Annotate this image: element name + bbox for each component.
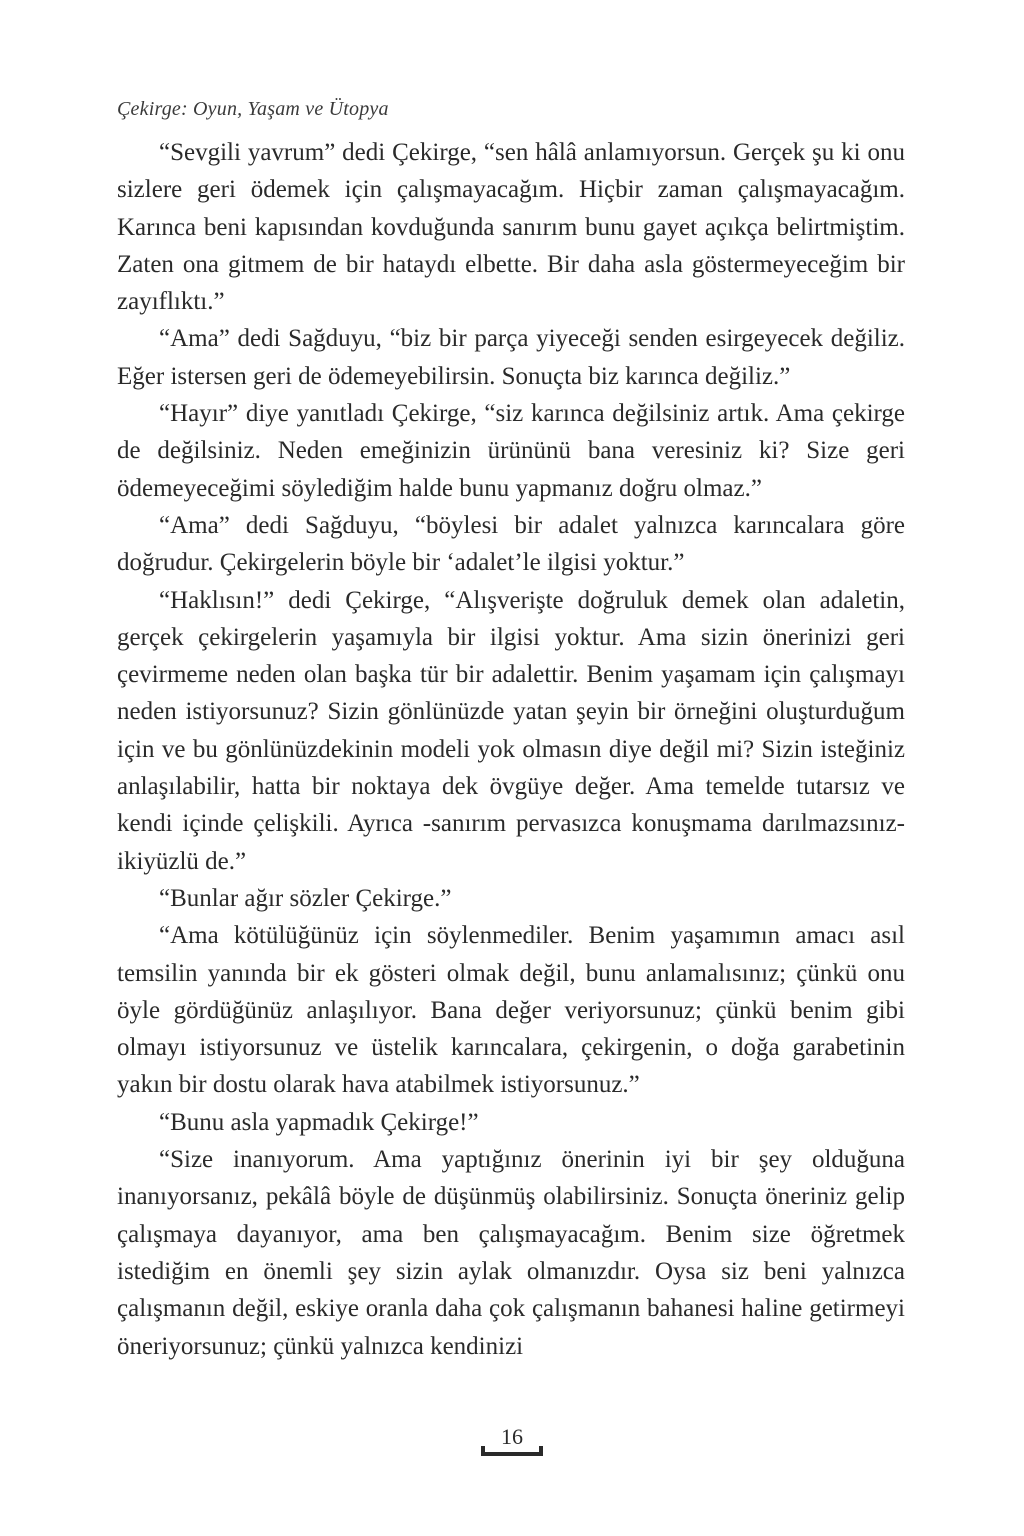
body-text — [117, 134, 905, 1365]
page-number-underline — [481, 1452, 543, 1456]
paragraph-3: “Hayır” diye yanıtladı Çekirge, “siz karınca değilsiniz artık. Ama çekirge de değilsiniz. Neden emeğinizin ürününü bana veresiniz ki? Size geri ödemeyeceğimi söylediğim halde bunu yapmanız doğru olmaz.” — [117, 400, 905, 502]
paragraph-4: “Ama” dedi Sağduyu, “böylesi bir adalet yalnızca karıncalara göre doğrudur. Çekirgelerin böyle bir ‘adalet’le ilgisi yoktur.” — [117, 511, 905, 577]
paragraph-8: “Bunu asla yapmadık Çekirge!” — [159, 1108, 479, 1136]
page-number: 16 — [501, 1424, 523, 1449]
page-footer — [0, 1424, 1024, 1456]
page-number-block — [473, 1424, 551, 1456]
paragraph-1: “Sevgili yavrum” dedi Çekirge, “sen hâlâ anlamıyorsun. Gerçek şu ki onu sizlere geri ödemek için çalışmayacağım. Hiçbir zaman çalışmayacağım. Karınca beni kapısından kovduğunda sanırım bunu gayet açıkça belirtmiştim. Zaten ona gitmem de bir hataydı elbette. Bir daha asla göstermeyeceğim bir zayıflıktı.” — [117, 139, 905, 316]
paragraph-2: “Ama” dedi Sağduyu, “biz bir parça yiyeceği senden esirgeyecek değiliz. Eğer istersen geri de ödemeyebilirsin. Sonuçta biz karınca değiliz.” — [117, 325, 905, 390]
running-header-title: Çekirge: Oyun, Yaşam ve Ütopya — [117, 98, 389, 120]
paragraph-6: “Bunlar ağır sözler Çekirge.” — [159, 884, 452, 912]
paragraph-5: “Haklısın!” dedi Çekirge, “Alışverişte doğruluk demek olan adaletin, gerçek çekirgelerin yaşamıyla bir ilgisi yoktur. Ama sizin önerinizi geri çevirmeme neden olan başka tür bir adalettir. Benim yaşamam için çalışmayı neden istiyorsunuz? Sizin gönlünüzde yatan şeyin bir örneğini oluşturduğum için ve bu gönlünüzdekinin modeli yok olmasın diye değil mi? Sizin isteğiniz anlaşılabilir, hatta bir noktaya dek övgüye değer. Ama temelde tutarsız ve kendi içinde çelişkili. Ayrıca -sanırım pervasızca konuşmama darılmazsınız- ikiyüzlü de.” — [117, 586, 905, 875]
paragraph-7: “Ama kötülüğünüz için söylenmediler. Benim yaşamımın amacı asıl temsilin yanında bir ek gösteri olmak değil, bunu anlamalısınız; çünkü onu öyle gördüğünüz anlaşılıyor. Bana değer veriyorsunuz; çünkü benim gibi olmayı istiyorsunuz ve üstelik karıncalara, çekirgenin, o doğa garabetinin yakın bir dostu olarak hava atabilmek istiyorsunuz.” — [117, 922, 905, 1099]
paragraph-9: “Size inanıyorum. Ama yaptığınız önerinin iyi bir şey olduğuna inanıyorsanız, pekâlâ böyle de düşünmüş olabilirsiniz. Sonuçta öneriniz gelip çalışmaya dayanıyor, ama ben çalışmayacağım. Benim size öğretmek istediğim en önemli şey sizin aylak olmanızdır. Oysa siz beni yalnızca çalışmanın değil, eskiye oranla daha çok çalışmanın bahanesi haline getirmeyi öneriyorsunuz; çünkü yalnızca kendinizi — [117, 1146, 905, 1360]
